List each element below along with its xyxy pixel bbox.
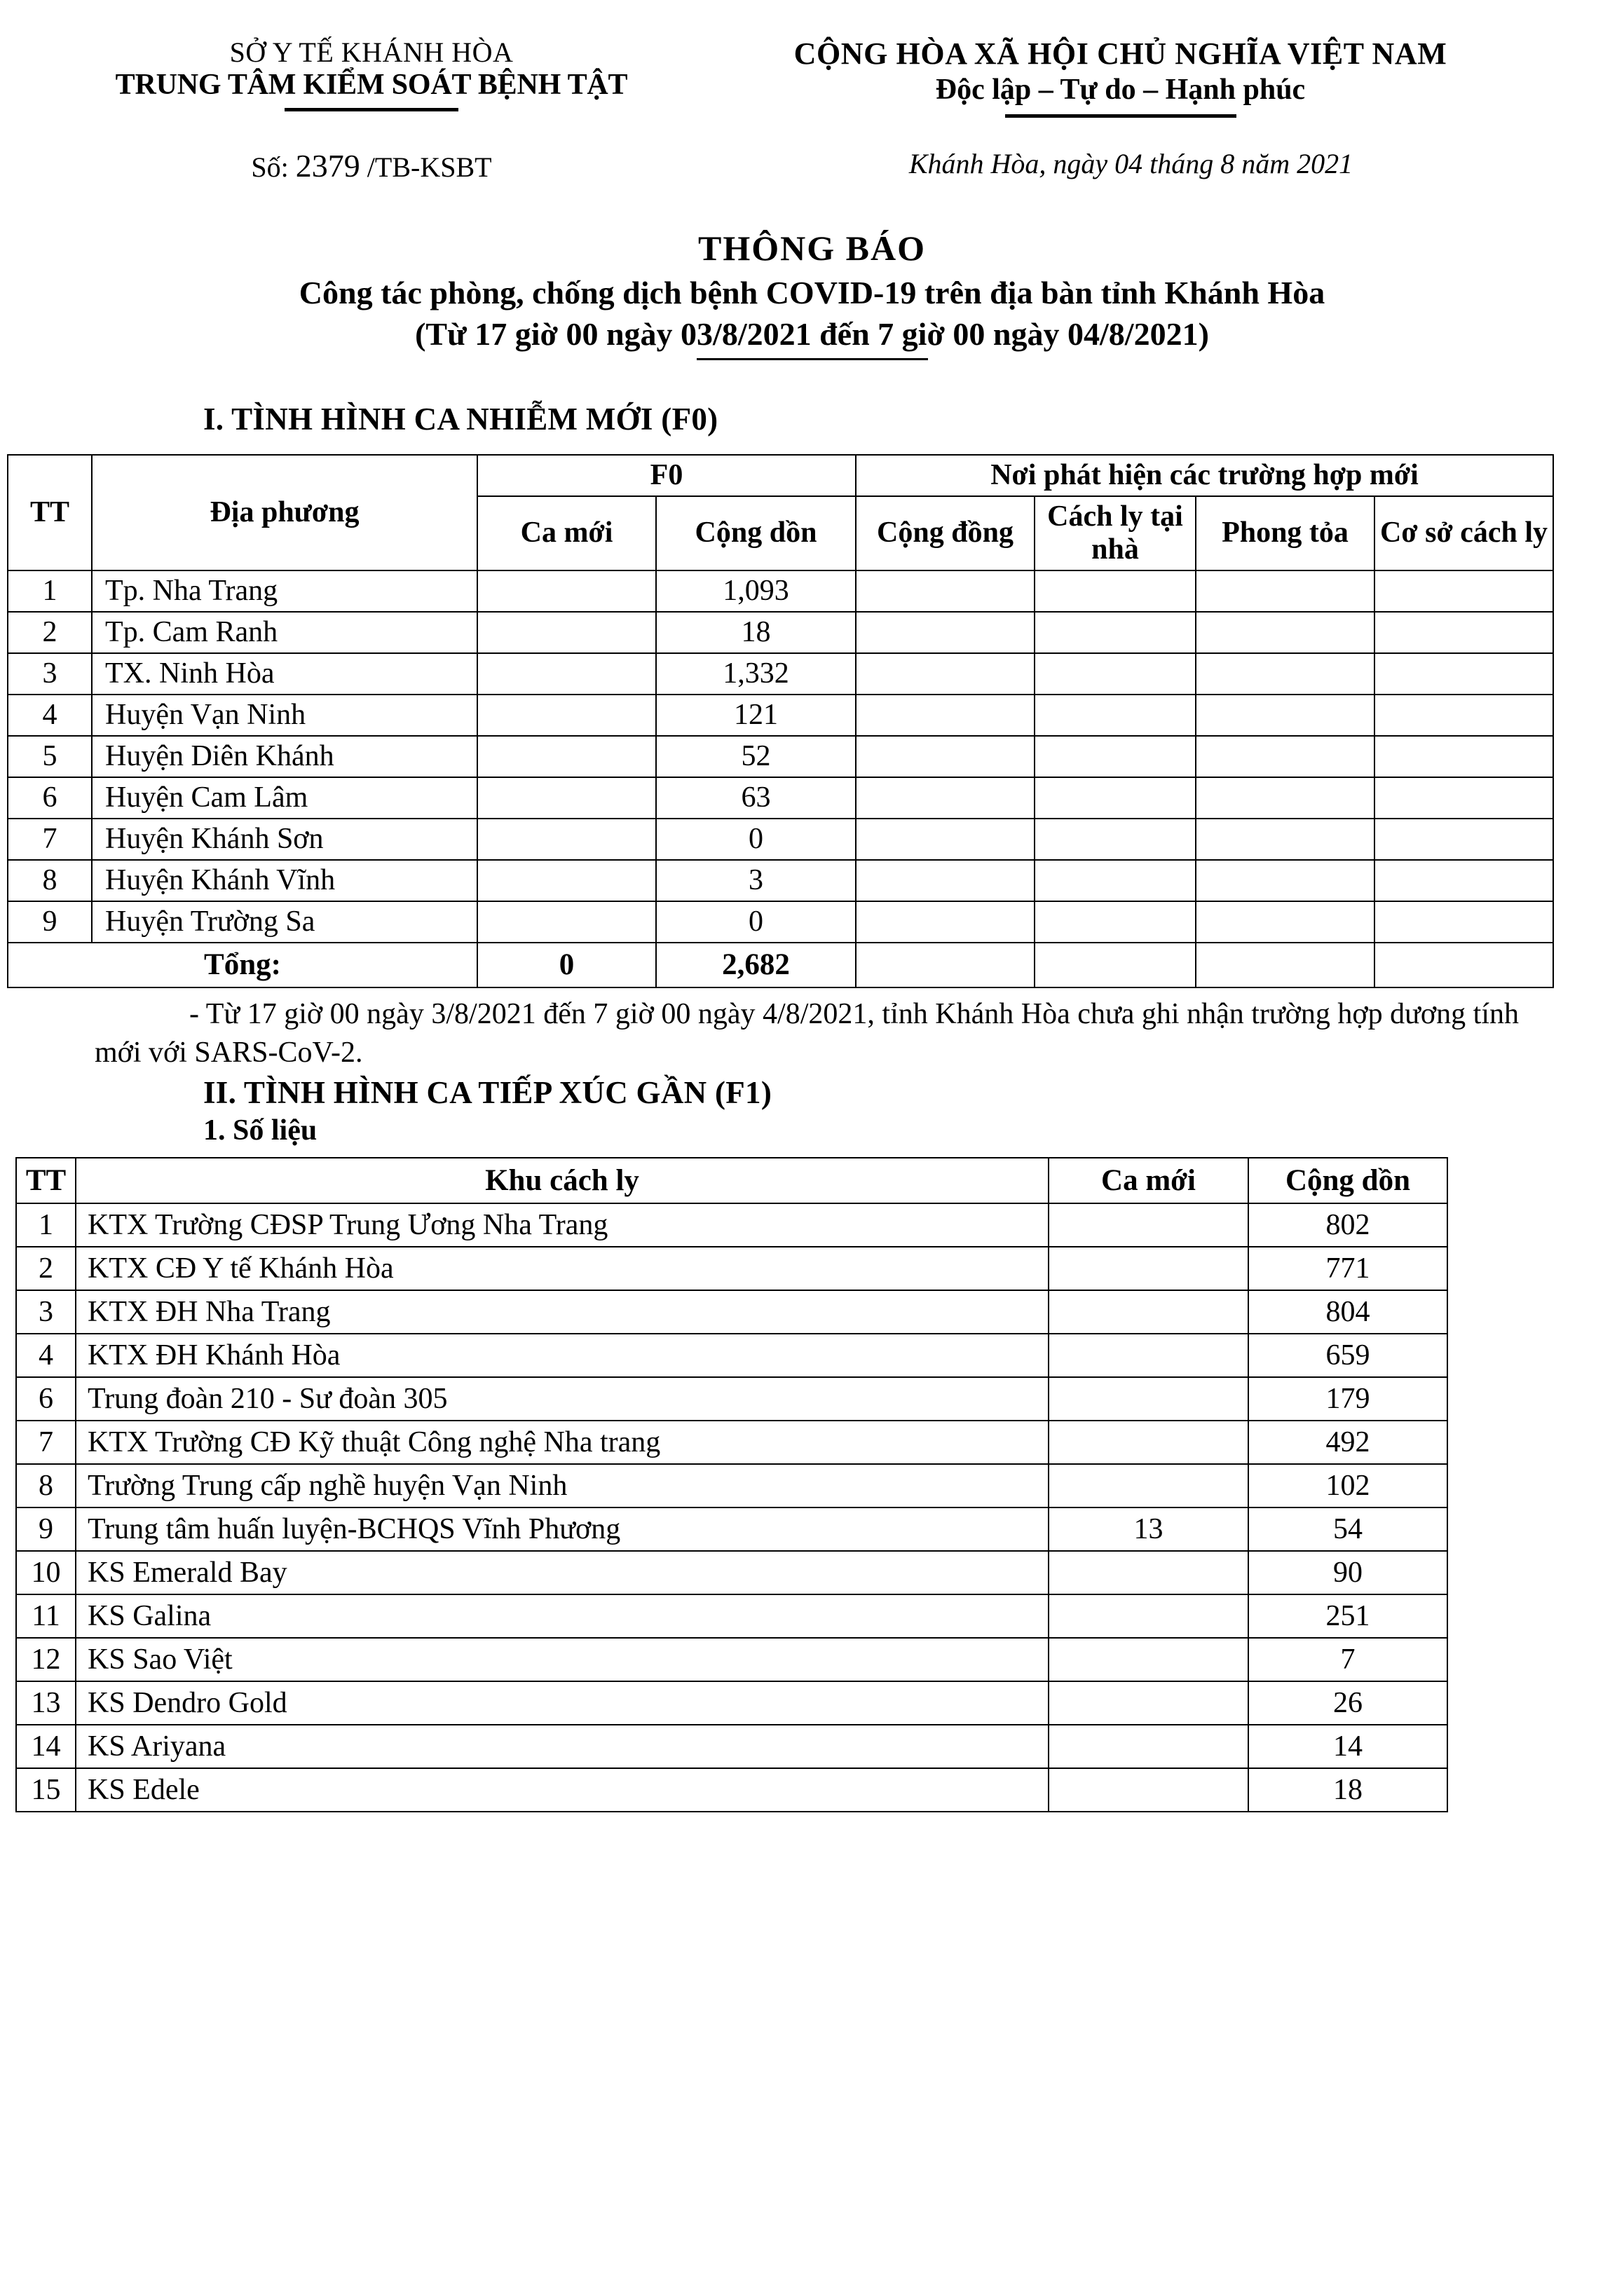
- cell-cumulative: 121: [656, 695, 856, 736]
- cell-facility: [1374, 860, 1553, 901]
- cell-home: [1035, 695, 1196, 736]
- table-row: [8, 570, 1553, 612]
- cell-tt: 6: [16, 1377, 76, 1421]
- table-row: [16, 1421, 1447, 1464]
- table-row: [16, 1247, 1447, 1290]
- cell-new: [1049, 1464, 1248, 1507]
- cell-tt: 8: [16, 1464, 76, 1507]
- cell-community: [856, 736, 1035, 777]
- header-tt: TT: [8, 455, 92, 570]
- letterhead-divider-right: [1005, 114, 1236, 118]
- cell-community: [856, 819, 1035, 860]
- table-row: [8, 777, 1553, 819]
- header-locality: Địa phương: [92, 455, 477, 570]
- cell-cumulative: 492: [1248, 1421, 1447, 1464]
- cell-tt: 14: [16, 1725, 76, 1768]
- cell-tt: 9: [16, 1507, 76, 1551]
- cell-new: [477, 860, 656, 901]
- cell-community: [856, 653, 1035, 695]
- cell-area: KTX Trường CĐSP Trung Ương Nha Trang: [76, 1203, 1049, 1247]
- table-row: [16, 1464, 1447, 1507]
- new-infections-table: [7, 454, 1554, 988]
- cell-new: [1049, 1551, 1248, 1594]
- quarantine-areas-table-body: [16, 1203, 1447, 1812]
- cell-cumulative: 659: [1248, 1334, 1447, 1377]
- table-row: [16, 1725, 1447, 1768]
- cell-new: [1049, 1725, 1248, 1768]
- cell-tt: 2: [8, 612, 92, 653]
- cell-locality: Huyện Khánh Vĩnh: [92, 860, 477, 901]
- cell-new: [477, 653, 656, 695]
- cell-facility: [1374, 695, 1553, 736]
- table-row: [8, 695, 1553, 736]
- national-motto: Độc lập – Tự do – Hạnh phúc: [935, 73, 1306, 106]
- cell-facility: [1374, 777, 1553, 819]
- cell-cumulative: 179: [1248, 1377, 1447, 1421]
- header-cumulative: Cộng dồn: [656, 496, 856, 570]
- cell-tt: 15: [16, 1768, 76, 1812]
- cell-home: [1035, 653, 1196, 695]
- cell-lockdown: [1196, 695, 1374, 736]
- total-new: 0: [477, 943, 656, 987]
- cell-lockdown: [1196, 736, 1374, 777]
- cell-home: [1035, 736, 1196, 777]
- header-lockdown: Phong tỏa: [1196, 496, 1374, 570]
- cell-locality: Huyện Vạn Ninh: [92, 695, 477, 736]
- table-row: [16, 1768, 1447, 1812]
- cell-locality: Tp. Cam Ranh: [92, 612, 477, 653]
- cell-lockdown: [1196, 819, 1374, 860]
- cell-new: [1049, 1421, 1248, 1464]
- cell-cumulative: 1,093: [656, 570, 856, 612]
- cell-area: KTX Trường CĐ Kỹ thuật Công nghệ Nha trang: [76, 1421, 1049, 1464]
- header-cumulative: Cộng dồn: [1248, 1158, 1447, 1203]
- cell-cumulative: 1,332: [656, 653, 856, 695]
- cell-cumulative: 0: [656, 901, 856, 943]
- cell-community: [856, 777, 1035, 819]
- cell-tt: 10: [16, 1551, 76, 1594]
- cell-area: KS Ariyana: [76, 1725, 1049, 1768]
- cell-new: [477, 695, 656, 736]
- table-row: [16, 1334, 1447, 1377]
- national-heading-block: [743, 36, 1624, 118]
- cell-tt: 1: [16, 1203, 76, 1247]
- cell-tt: 7: [8, 819, 92, 860]
- cell-home: [1035, 570, 1196, 612]
- table-row: [8, 860, 1553, 901]
- quarantine-areas-table: [15, 1157, 1448, 1812]
- table-row: [16, 1638, 1447, 1681]
- table-row: [8, 819, 1553, 860]
- cell-new: [477, 819, 656, 860]
- cell-home: [1035, 612, 1196, 653]
- cell-cumulative: 0: [656, 819, 856, 860]
- cell-cumulative: 18: [1248, 1768, 1447, 1812]
- cell-cumulative: 18: [656, 612, 856, 653]
- cell-area: KTX ĐH Khánh Hòa: [76, 1334, 1049, 1377]
- cell-new: [477, 570, 656, 612]
- cell-area: KTX ĐH Nha Trang: [76, 1290, 1049, 1334]
- total-lockdown: [1196, 943, 1374, 987]
- cell-cumulative: 14: [1248, 1725, 1447, 1768]
- cell-cumulative: 251: [1248, 1594, 1447, 1638]
- cell-community: [856, 570, 1035, 612]
- cell-new: [1049, 1247, 1248, 1290]
- cell-community: [856, 612, 1035, 653]
- cell-tt: 5: [8, 736, 92, 777]
- cell-cumulative: 26: [1248, 1681, 1447, 1725]
- cell-area: KS Dendro Gold: [76, 1681, 1049, 1725]
- header-community: Cộng đồng: [856, 496, 1035, 570]
- cell-home: [1035, 819, 1196, 860]
- cell-locality: TX. Ninh Hòa: [92, 653, 477, 695]
- document-number-suffix: /TB-KSBT: [367, 151, 492, 183]
- table-row: [16, 1203, 1447, 1247]
- cell-facility: [1374, 901, 1553, 943]
- cell-locality: Huyện Cam Lâm: [92, 777, 477, 819]
- cell-cumulative: 804: [1248, 1290, 1447, 1334]
- cell-tt: 3: [8, 653, 92, 695]
- issuing-authority-block: [0, 36, 743, 118]
- table-row: [16, 1594, 1447, 1638]
- header-detection-source-group: Nơi phát hiện các trường hợp mới: [856, 455, 1553, 496]
- cell-tt: 9: [8, 901, 92, 943]
- table-row: [16, 1507, 1447, 1551]
- cell-community: [856, 860, 1035, 901]
- cell-community: [856, 901, 1035, 943]
- cell-area: KS Galina: [76, 1594, 1049, 1638]
- document-number: [0, 147, 743, 184]
- cell-area: Trường Trung cấp nghề huyện Vạn Ninh: [76, 1464, 1049, 1507]
- cell-tt: 13: [16, 1681, 76, 1725]
- cell-area: KS Sao Việt: [76, 1638, 1049, 1681]
- cell-lockdown: [1196, 612, 1374, 653]
- cell-locality: Huyện Diên Khánh: [92, 736, 477, 777]
- cell-tt: 1: [8, 570, 92, 612]
- cell-home: [1035, 860, 1196, 901]
- table-row: [8, 901, 1553, 943]
- total-label: Tổng:: [8, 943, 477, 987]
- cell-facility: [1374, 653, 1553, 695]
- cell-locality: Tp. Nha Trang: [92, 570, 477, 612]
- document-number-value: 2379: [295, 147, 360, 184]
- title-subject: Công tác phòng, chống dịch bệnh COVID-19 trên địa bàn tỉnh Khánh Hòa: [299, 274, 1325, 310]
- cell-tt: 11: [16, 1594, 76, 1638]
- total-home: [1035, 943, 1196, 987]
- cell-new: [477, 612, 656, 653]
- cell-community: [856, 695, 1035, 736]
- cell-tt: 8: [8, 860, 92, 901]
- cell-cumulative: 52: [656, 736, 856, 777]
- cell-new: [1049, 1638, 1248, 1681]
- document-number-prefix: Số:: [251, 151, 289, 183]
- cell-area: KTX CĐ Y tế Khánh Hòa: [76, 1247, 1049, 1290]
- cell-locality: Huyện Trường Sa: [92, 901, 477, 943]
- section-1-note: - Từ 17 giờ 00 ngày 3/8/2021 đến 7 giờ 00 ngày 4/8/2021, tỉnh Khánh Hòa chưa ghi nhận trường hợp dương tính mới với SARS-CoV-2.: [95, 997, 1519, 1069]
- cell-facility: [1374, 570, 1553, 612]
- country-name: CỘNG HÒA XÃ HỘI CHỦ NGHĨA VIỆT NAM: [793, 36, 1447, 71]
- cell-facility: [1374, 736, 1553, 777]
- cell-cumulative: 802: [1248, 1203, 1447, 1247]
- cell-cumulative: 771: [1248, 1247, 1447, 1290]
- total-facility: [1374, 943, 1553, 987]
- cell-new: [477, 901, 656, 943]
- cell-home: [1035, 901, 1196, 943]
- cell-cumulative: 54: [1248, 1507, 1447, 1551]
- cell-tt: 6: [8, 777, 92, 819]
- table-row: [16, 1681, 1447, 1725]
- table-total-row: [8, 943, 1553, 987]
- center-name: TRUNG TÂM KIỂM SOÁT BỆNH TẬT: [115, 68, 628, 101]
- cell-facility: [1374, 612, 1553, 653]
- cell-home: [1035, 777, 1196, 819]
- cell-lockdown: [1196, 653, 1374, 695]
- section-2-subheading: 1. Số liệu: [203, 1114, 318, 1147]
- section-1-heading: I. TÌNH HÌNH CA NHIỄM MỚI (F0): [203, 401, 718, 437]
- cell-new: [1049, 1377, 1248, 1421]
- cell-tt: 12: [16, 1638, 76, 1681]
- cell-new: [477, 777, 656, 819]
- cell-new: 13: [1049, 1507, 1248, 1551]
- cell-tt: 4: [16, 1334, 76, 1377]
- cell-locality: Huyện Khánh Sơn: [92, 819, 477, 860]
- cell-area: Trung đoàn 210 - Sư đoàn 305: [76, 1377, 1049, 1421]
- cell-new: [1049, 1594, 1248, 1638]
- cell-tt: 4: [8, 695, 92, 736]
- cell-cumulative: 63: [656, 777, 856, 819]
- document-title-block: [0, 228, 1624, 360]
- cell-lockdown: [1196, 777, 1374, 819]
- table-row: [8, 653, 1553, 695]
- table-row: [16, 1377, 1447, 1421]
- document-reference-row: [0, 147, 1624, 184]
- header-tt: TT: [16, 1158, 76, 1203]
- cell-new: [1049, 1334, 1248, 1377]
- header-facility: Cơ sở cách ly: [1374, 496, 1553, 570]
- cell-lockdown: [1196, 860, 1374, 901]
- cell-tt: 2: [16, 1247, 76, 1290]
- title-period: (Từ 17 giờ 00 ngày 03/8/2021 đến 7 giờ 00 ngày 04/8/2021): [415, 315, 1209, 352]
- cell-area: Trung tâm huấn luyện-BCHQS Vĩnh Phương: [76, 1507, 1049, 1551]
- place-and-date: Khánh Hòa, ngày 04 tháng 8 năm 2021: [908, 147, 1353, 179]
- cell-area: KS Emerald Bay: [76, 1551, 1049, 1594]
- table-row: [16, 1551, 1447, 1594]
- header-new-cases: Ca mới: [477, 496, 656, 570]
- department-name: SỞ Y TẾ KHÁNH HÒA: [229, 36, 514, 68]
- letterhead: [0, 0, 1624, 118]
- table-header-row: [8, 455, 1553, 496]
- section-2-heading: II. TÌNH HÌNH CA TIẾP XÚC GẦN (F1): [203, 1075, 772, 1111]
- page-title: THÔNG BÁO: [698, 228, 926, 268]
- cell-tt: 3: [16, 1290, 76, 1334]
- total-community: [856, 943, 1035, 987]
- header-home-quarantine: Cách ly tại nhà: [1035, 496, 1196, 570]
- cell-cumulative: 102: [1248, 1464, 1447, 1507]
- cell-tt: 7: [16, 1421, 76, 1464]
- letterhead-divider-left: [285, 108, 458, 111]
- table-header-row: [16, 1158, 1447, 1203]
- table-row: [8, 612, 1553, 653]
- cell-new: [1049, 1203, 1248, 1247]
- cell-cumulative: 90: [1248, 1551, 1447, 1594]
- cell-cumulative: 7: [1248, 1638, 1447, 1681]
- cell-new: [1049, 1681, 1248, 1725]
- cell-new: [1049, 1290, 1248, 1334]
- cell-new: [477, 736, 656, 777]
- cell-lockdown: [1196, 570, 1374, 612]
- header-quarantine-area: Khu cách ly: [76, 1158, 1049, 1203]
- title-divider: [697, 358, 928, 360]
- header-f0-group: F0: [477, 455, 856, 496]
- header-new-cases: Ca mới: [1049, 1158, 1248, 1203]
- table-row: [16, 1290, 1447, 1334]
- table-row: [8, 736, 1553, 777]
- new-infections-table-body: [8, 570, 1553, 987]
- cell-facility: [1374, 819, 1553, 860]
- cell-lockdown: [1196, 901, 1374, 943]
- cell-new: [1049, 1768, 1248, 1812]
- total-cumulative: 2,682: [656, 943, 856, 987]
- cell-area: KS Edele: [76, 1768, 1049, 1812]
- cell-cumulative: 3: [656, 860, 856, 901]
